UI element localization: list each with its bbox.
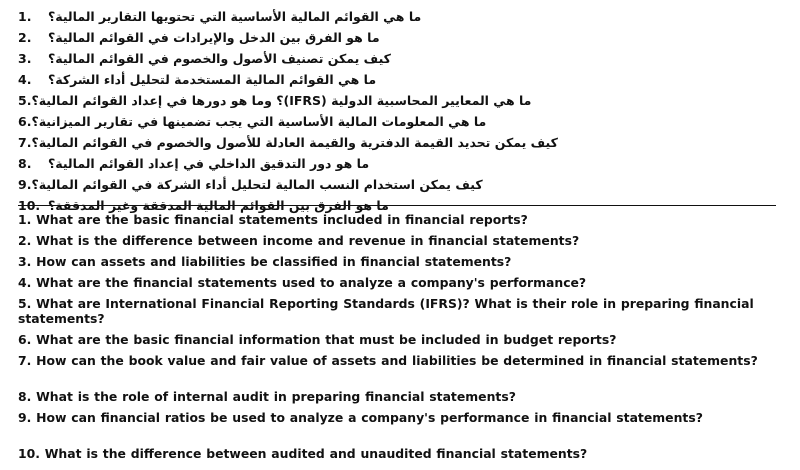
section-divider: [18, 205, 776, 206]
english-question: 2. What is the difference between income and revenue in financial statements?: [18, 233, 580, 248]
question-number: 9.: [18, 177, 32, 192]
question-text: ما هو الفرق بين القوائم المالية المدققة وغير المدققة؟: [48, 198, 389, 213]
question-number: 5.: [18, 93, 32, 108]
question-number: 2.: [18, 30, 32, 45]
arabic-question: [18, 132, 558, 153]
arabic-question: [18, 48, 438, 69]
english-question: 8. What is the role of internal audit in preparing financial statements?: [18, 389, 516, 404]
question-number: 6.: [18, 114, 32, 129]
question-number: 1.: [18, 9, 32, 24]
arabic-question: [18, 111, 487, 132]
english-question: 4. What are the financial statements used to analyze a company's performance?: [18, 275, 587, 290]
question-text: ما هي المعايير المحاسبية الدولية (IFRS)؟ وما هو دورها في إعداد القوائم المالية؟: [31, 93, 532, 108]
arabic-question: [18, 69, 438, 90]
english-question: 9. How can financial ratios be used to analyze a company's performance in financial statements?: [18, 410, 703, 425]
question-number: 8.: [18, 156, 32, 171]
english-question: 6. What are the basic financial information that must be included in budget reports?: [18, 332, 617, 347]
question-text: ما هو الفرق بين الدخل والإيرادات في القوائم المالية؟: [48, 30, 380, 45]
arabic-question: [18, 174, 483, 195]
arabic-question-list: [18, 6, 558, 216]
arabic-question: [18, 6, 438, 27]
english-question: 1. What are the basic financial statements included in financial reports?: [18, 212, 528, 227]
question-text: كيف يمكن استخدام النسب المالية لتحليل أداء الشركة في القوائم المالية؟: [31, 177, 483, 192]
question-text: ما هي المعلومات المالية الأساسية التي يجب تضمينها في تقارير الميزانية؟: [31, 114, 487, 129]
question-number: 7.: [18, 135, 32, 150]
english-question-list: [18, 210, 788, 465]
arabic-question: [18, 27, 438, 48]
question-text: كيف يمكن تحديد القيمة الدفترية والقيمة العادلة للأصول والخصوم في القوائم المالية؟: [31, 135, 558, 150]
arabic-question: [18, 90, 532, 111]
question-text: ما هو دور التدقيق الداخلي في إعداد القوائم المالية؟: [48, 156, 370, 171]
question-text: ما هي القوائم المالية المستخدمة لتحليل أداء الشركة؟: [48, 72, 377, 87]
question-text: ما هي القوائم المالية الأساسية التي تحتويها التقارير المالية؟: [48, 9, 422, 24]
question-number: 4.: [18, 72, 32, 87]
english-question: 3. How can assets and liabilities be classified in financial statements?: [18, 254, 512, 269]
question-number: 3.: [18, 51, 32, 66]
english-question: 7. How can the book value and fair value of assets and liabilities be determined in financial statements?: [18, 353, 758, 368]
english-question: 5. What are International Financial Reporting Standards (IFRS)? What is their role in preparing financial statements?: [18, 296, 754, 326]
question-number: 10.: [18, 198, 41, 213]
question-text: كيف يمكن تصنيف الأصول والخصوم في القوائم المالية؟: [48, 51, 391, 66]
arabic-question: [18, 153, 438, 174]
english-question: 10. What is the difference between audited and unaudited financial statements?: [18, 446, 588, 461]
